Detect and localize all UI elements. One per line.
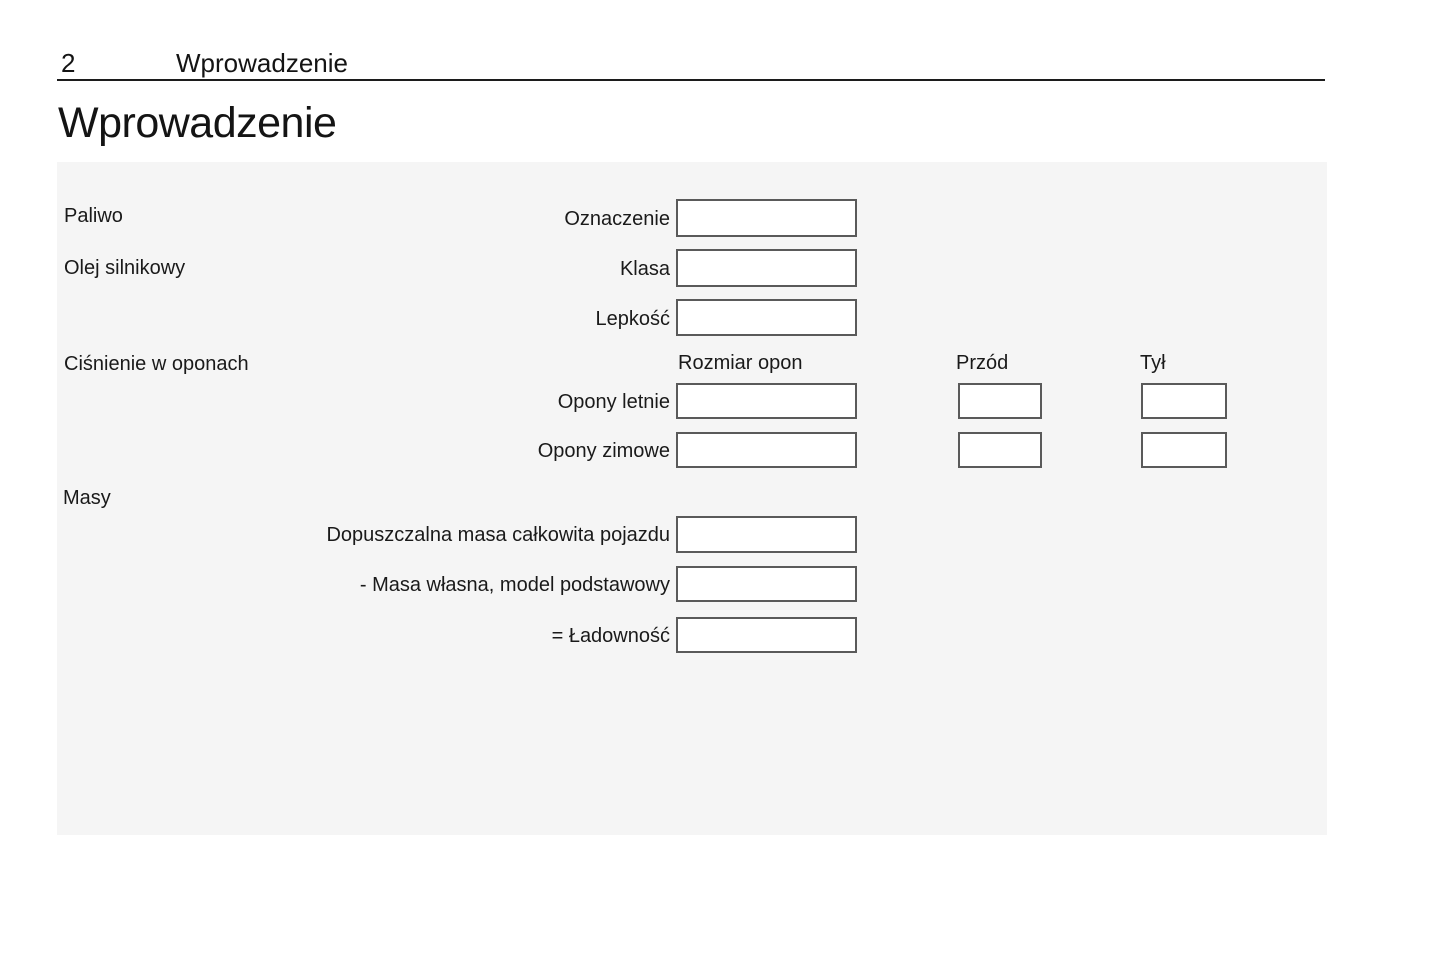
section-label-engine-oil: Olej silnikowy (64, 257, 186, 279)
winter-front-pressure-input[interactable] (958, 432, 1042, 468)
field-label-summer-tires: Opony letnie (557, 391, 670, 413)
winter-tire-size-input[interactable] (676, 432, 857, 468)
gross-weight-input[interactable] (676, 516, 857, 553)
field-label-designation: Oznaczenie (564, 208, 670, 230)
column-header-tire-size: Rozmiar opon (678, 352, 803, 374)
section-label-tire-pressure: Ciśnienie w oponach (64, 353, 249, 375)
field-label-oil-class: Klasa (619, 258, 670, 280)
payload-input[interactable] (676, 617, 857, 653)
section-label-fuel: Paliwo (64, 205, 123, 227)
header-rule (57, 79, 1325, 81)
summer-tire-size-input[interactable] (676, 383, 857, 419)
column-header-rear: Tył (1140, 352, 1166, 374)
field-label-gross-weight: Dopuszczalna masa całkowita pojazdu (326, 524, 670, 546)
viscosity-input[interactable] (676, 299, 857, 336)
column-header-front: Przód (956, 352, 1009, 374)
field-label-viscosity: Lepkość (595, 308, 670, 330)
oil-class-input[interactable] (676, 249, 857, 287)
page-title: Wprowadzenie (58, 99, 337, 147)
designation-input[interactable] (676, 199, 857, 237)
page-number: 2 (61, 48, 76, 78)
curb-weight-input[interactable] (676, 566, 857, 602)
section-label-masses: Masy (63, 487, 111, 509)
winter-rear-pressure-input[interactable] (1141, 432, 1227, 468)
chapter-header: Wprowadzenie (176, 48, 348, 78)
field-label-payload: = Ładowność (551, 625, 670, 647)
summer-front-pressure-input[interactable] (958, 383, 1042, 419)
field-label-winter-tires: Opony zimowe (537, 440, 670, 462)
field-label-curb-weight: - Masa własna, model podstawowy (359, 574, 670, 596)
summer-rear-pressure-input[interactable] (1141, 383, 1227, 419)
